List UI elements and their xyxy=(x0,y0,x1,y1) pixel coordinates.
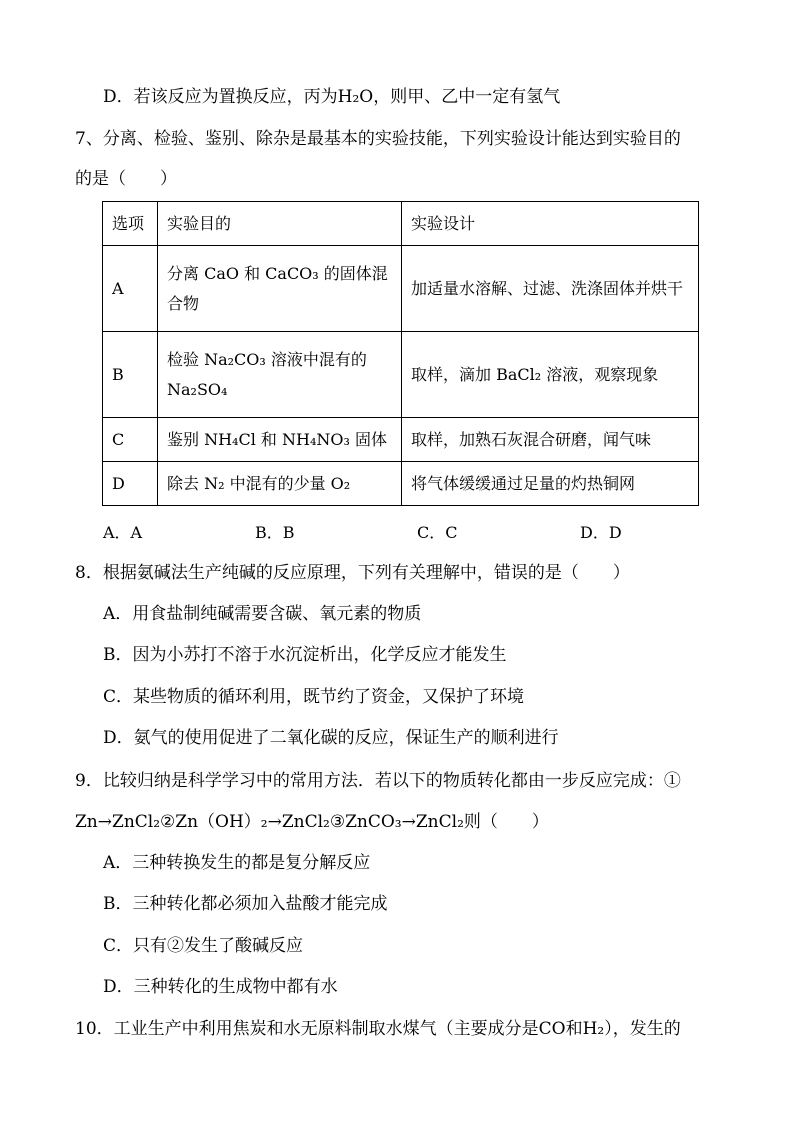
q7-choice-a[interactable]: A．A xyxy=(103,523,143,542)
q8-option-b[interactable]: B．因为小苏打不溶于水沉淀析出，化学反应才能发生 xyxy=(103,645,507,665)
table-row xyxy=(103,332,699,418)
q9-option-b[interactable]: B．三种转化都必须加入盐酸才能完成 xyxy=(103,894,388,914)
q9-option-a[interactable]: A．三种转换发生的都是复分解反应 xyxy=(103,853,371,873)
row-purpose: 检验 Na₂CO₃ 溶液中混有的 Na₂SO₄ xyxy=(158,332,402,418)
row-option: B xyxy=(103,332,158,418)
row-design: 加适量水溶解、过滤、洗涤固体并烘干 xyxy=(402,246,699,332)
table-header-row xyxy=(103,202,699,246)
header-purpose: 实验目的 xyxy=(158,202,402,246)
q9-option-d[interactable]: D．三种转化的生成物中都有水 xyxy=(103,977,338,997)
q10-stem-line1: 10．工业生产中利用焦炭和水无原料制取水煤气（主要成分是CO和H₂），发生的 xyxy=(75,1019,681,1039)
row-design: 取样，加熟石灰混合研磨，闻气味 xyxy=(402,418,699,462)
q7-choice-c[interactable]: C．C xyxy=(417,523,458,542)
q8-stem: 8．根据氨碱法生产纯碱的反应原理，下列有关理解中，错误的是（ ） xyxy=(75,563,630,583)
row-option: A xyxy=(103,246,158,332)
row-option: D xyxy=(103,462,158,506)
q6-option-d: D．若该反应为置换反应，丙为H₂O，则甲、乙中一定有氢气 xyxy=(103,87,561,107)
row-design: 取样，滴加 BaCl₂ 溶液，观察现象 xyxy=(402,332,699,418)
q7-choice-b[interactable]: B．B xyxy=(255,523,295,542)
table-row xyxy=(103,418,699,462)
q7-stem-line2: 的是（ ） xyxy=(75,169,177,189)
q9-option-c[interactable]: C．只有②发生了酸碱反应 xyxy=(103,936,304,956)
row-purpose: 鉴别 NH₄Cl 和 NH₄NO₃ 固体 xyxy=(158,418,402,462)
q8-option-c[interactable]: C．某些物质的循环利用，既节约了资金，又保护了环境 xyxy=(103,687,525,707)
experiment-table xyxy=(102,201,699,506)
q8-option-d[interactable]: D．氨气的使用促进了二氧化碳的反应，保证生产的顺利进行 xyxy=(103,728,559,748)
header-design: 实验设计 xyxy=(402,202,699,246)
q9-stem-line1: 9．比较归纳是科学学习中的常用方法．若以下的物质转化都由一步反应完成：① xyxy=(75,771,681,791)
q7-stem-line1: 7、分离、检验、鉴别、除杂是最基本的实验技能，下列实验设计能达到实验目的 xyxy=(75,129,681,149)
header-option: 选项 xyxy=(103,202,158,246)
row-option: C xyxy=(103,418,158,462)
row-design: 将气体缓缓通过足量的灼热铜网 xyxy=(402,462,699,506)
table-row xyxy=(103,246,699,332)
q7-choice-d[interactable]: D．D xyxy=(580,523,622,542)
table-row xyxy=(103,462,699,506)
q9-stem-line2: Zn→ZnCl₂②Zn（OH）₂→ZnCl₂③ZnCO₃→ZnCl₂则（ ） xyxy=(75,812,549,832)
row-purpose: 分离 CaO 和 CaCO₃ 的固体混合物 xyxy=(158,246,402,332)
q8-option-a[interactable]: A．用食盐制纯碱需要含碳、氧元素的物质 xyxy=(103,604,422,624)
row-purpose: 除去 N₂ 中混有的少量 O₂ xyxy=(158,462,402,506)
